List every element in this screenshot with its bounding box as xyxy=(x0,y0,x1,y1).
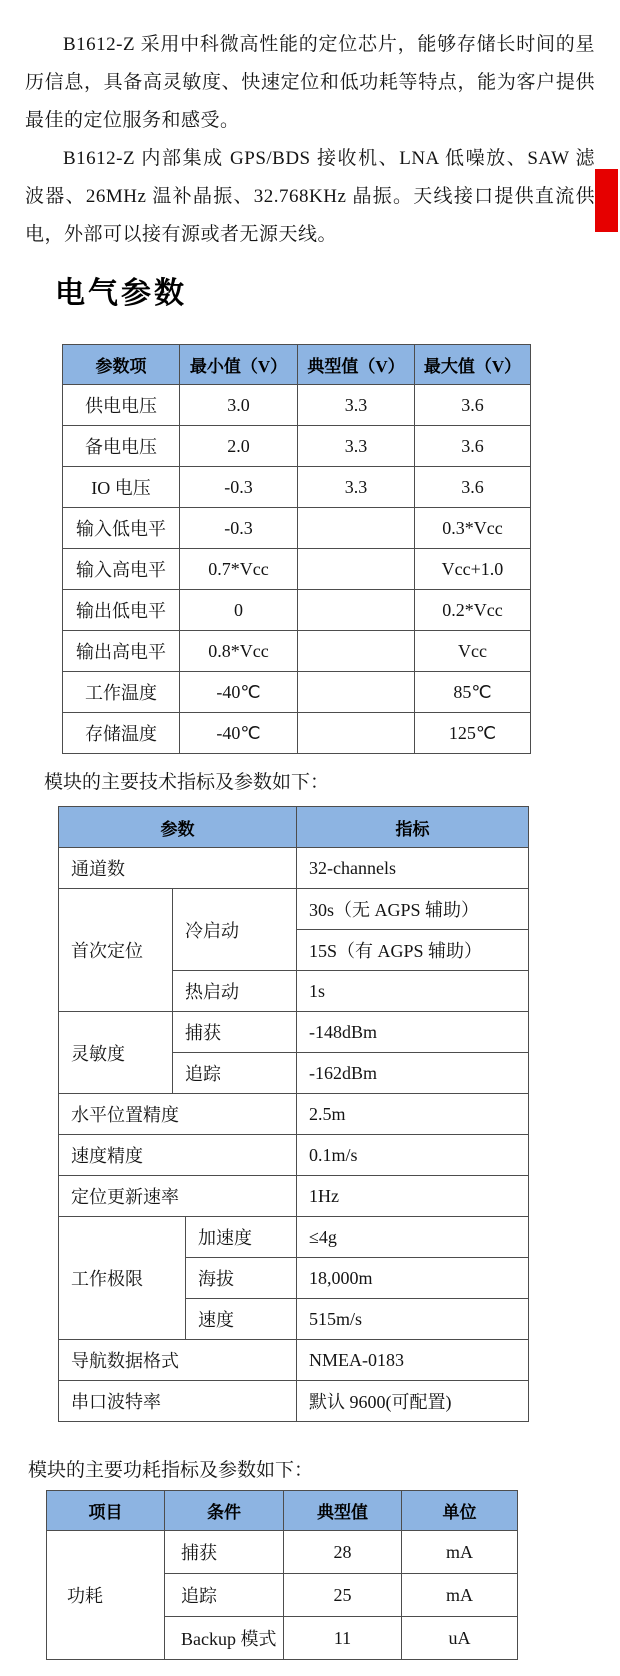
col-header-typical: 典型值 xyxy=(284,1491,402,1531)
intro-section xyxy=(0,0,620,254)
typ-value-cell xyxy=(298,631,415,672)
spec-label-baud-rate: 串口波特率 xyxy=(59,1381,297,1422)
max-value-cell: 85℃ xyxy=(415,672,531,713)
param-name-cell: 输入低电平 xyxy=(63,508,180,549)
spec-label-channels: 通道数 xyxy=(59,848,297,889)
spec-value-hot: 1s xyxy=(297,971,529,1012)
col-header-unit: 单位 xyxy=(402,1491,518,1531)
section-heading-electrical: 电气参数 xyxy=(55,277,187,310)
power-unit-cell: mA xyxy=(402,1574,518,1617)
power-table xyxy=(46,1490,518,1660)
param-name-cell: 备电电压 xyxy=(63,426,180,467)
spec-label-acquisition: 捕获 xyxy=(173,1012,297,1053)
typ-value-cell xyxy=(298,590,415,631)
table-row xyxy=(59,1176,529,1217)
spec-value-channels: 32-channels xyxy=(297,848,529,889)
spec-label-ttff: 首次定位 xyxy=(59,889,173,1012)
min-value-cell: 0 xyxy=(180,590,298,631)
min-value-cell: 3.0 xyxy=(180,385,298,426)
col-header-condition: 条件 xyxy=(165,1491,284,1531)
table-row xyxy=(59,1012,529,1053)
col-header-parameter: 参数 xyxy=(59,807,297,848)
table-row xyxy=(59,848,529,889)
spec-label-cold-start: 冷启动 xyxy=(173,889,297,971)
power-unit-cell: mA xyxy=(402,1531,518,1574)
power-condition-cell: 追踪 xyxy=(165,1574,284,1617)
spec-label-tracking: 追踪 xyxy=(173,1053,297,1094)
param-name-cell: 输入高电平 xyxy=(63,549,180,590)
table-row xyxy=(63,426,531,467)
table-row xyxy=(59,1340,529,1381)
electrical-header-row xyxy=(63,345,531,385)
spec-value-horizontal-accuracy: 2.5m xyxy=(297,1094,529,1135)
spec-label-operational-limits: 工作极限 xyxy=(59,1217,186,1340)
spec-label-update-rate: 定位更新速率 xyxy=(59,1176,297,1217)
typ-value-cell: 3.3 xyxy=(298,385,415,426)
electrical-parameters-table xyxy=(62,344,531,754)
spec-label-sensitivity: 灵敏度 xyxy=(59,1012,173,1094)
min-value-cell: 0.8*Vcc xyxy=(180,631,298,672)
spec-label-altitude: 海拔 xyxy=(186,1258,297,1299)
power-typical-cell: 25 xyxy=(284,1574,402,1617)
param-name-cell: 工作温度 xyxy=(63,672,180,713)
spec-value-velocity-accuracy: 0.1m/s xyxy=(297,1135,529,1176)
spec-value-speed: 515m/s xyxy=(297,1299,529,1340)
min-value-cell: -40℃ xyxy=(180,672,298,713)
min-value-cell: -0.3 xyxy=(180,467,298,508)
spec-value-baud-rate: 默认 9600(可配置) xyxy=(297,1381,529,1422)
spec-label-hot-start: 热启动 xyxy=(173,971,297,1012)
spec-label-horizontal-accuracy: 水平位置精度 xyxy=(59,1094,297,1135)
power-spec-caption: 模块的主要功耗指标及参数如下： xyxy=(28,1460,314,1481)
table-row xyxy=(47,1531,518,1574)
param-name-cell: 存储温度 xyxy=(63,713,180,754)
table-row xyxy=(59,889,529,930)
max-value-cell: 0.3*Vcc xyxy=(415,508,531,549)
min-value-cell: -40℃ xyxy=(180,713,298,754)
power-group-label: 功耗 xyxy=(47,1531,165,1660)
spec-value-altitude: 18,000m xyxy=(297,1258,529,1299)
max-value-cell: Vcc+1.0 xyxy=(415,549,531,590)
typ-value-cell: 3.3 xyxy=(298,426,415,467)
table-row xyxy=(59,1135,529,1176)
spec-label-nmea: 导航数据格式 xyxy=(59,1340,297,1381)
param-name-cell: IO 电压 xyxy=(63,467,180,508)
spec-value-acquisition: -148dBm xyxy=(297,1012,529,1053)
red-stamp-mark xyxy=(595,169,618,232)
power-condition-cell: 捕获 xyxy=(165,1531,284,1574)
spec-label-velocity-accuracy: 速度精度 xyxy=(59,1135,297,1176)
spec-value-cold-1: 30s（无 AGPS 辅助） xyxy=(297,889,529,930)
power-typical-cell: 11 xyxy=(284,1617,402,1660)
typ-value-cell xyxy=(298,713,415,754)
max-value-cell: 0.2*Vcc xyxy=(415,590,531,631)
table-row xyxy=(59,1217,529,1258)
table-row xyxy=(63,508,531,549)
table-row xyxy=(59,1094,529,1135)
col-header-min: 最小值（V） xyxy=(180,345,298,385)
table-row xyxy=(63,590,531,631)
max-value-cell: 3.6 xyxy=(415,426,531,467)
table-row xyxy=(63,385,531,426)
spec-value-nmea: NMEA-0183 xyxy=(297,1340,529,1381)
table-row xyxy=(63,549,531,590)
power-unit-cell: uA xyxy=(402,1617,518,1660)
power-header-row xyxy=(47,1491,518,1531)
param-name-cell: 输出高电平 xyxy=(63,631,180,672)
table-row xyxy=(63,631,531,672)
min-value-cell: 2.0 xyxy=(180,426,298,467)
typ-value-cell xyxy=(298,508,415,549)
col-header-param: 参数项 xyxy=(63,345,180,385)
table-row xyxy=(59,1381,529,1422)
spec-header-row xyxy=(59,807,529,848)
param-name-cell: 供电电压 xyxy=(63,385,180,426)
power-typical-cell: 28 xyxy=(284,1531,402,1574)
typ-value-cell: 3.3 xyxy=(298,467,415,508)
col-header-spec: 指标 xyxy=(297,807,529,848)
col-header-max: 最大值（V） xyxy=(415,345,531,385)
spec-value-update-rate: 1Hz xyxy=(297,1176,529,1217)
spec-label-speed: 速度 xyxy=(186,1299,297,1340)
table-row xyxy=(63,713,531,754)
table-row xyxy=(63,672,531,713)
max-value-cell: 3.6 xyxy=(415,467,531,508)
spec-table xyxy=(58,806,529,1422)
max-value-cell: Vcc xyxy=(415,631,531,672)
table-row xyxy=(63,467,531,508)
col-header-typ: 典型值（V） xyxy=(298,345,415,385)
max-value-cell: 125℃ xyxy=(415,713,531,754)
spec-label-acceleration: 加速度 xyxy=(186,1217,297,1258)
min-value-cell: 0.7*Vcc xyxy=(180,549,298,590)
intro-paragraph-1: B1612-Z 采用中科微高性能的定位芯片，能够存储长时间的星历信息，具备高灵敏度、快速定位和低功耗等特点，能为客户提供最佳的定位服务和感受。 xyxy=(25,34,595,131)
typ-value-cell xyxy=(298,672,415,713)
tech-spec-caption: 模块的主要技术指标及参数如下： xyxy=(44,772,330,793)
col-header-item: 项目 xyxy=(47,1491,165,1531)
power-condition-cell: Backup 模式 xyxy=(165,1617,284,1660)
spec-value-cold-2: 15S（有 AGPS 辅助） xyxy=(297,930,529,971)
intro-paragraph-2: B1612-Z 内部集成 GPS/BDS 接收机、LNA 低噪放、SAW 滤波器、26MHz 温补晶振、32.768KHz 晶振。天线接口提供直流供电，外部可以接有源或者无源天线。 xyxy=(25,148,595,245)
spec-value-tracking: -162dBm xyxy=(297,1053,529,1094)
typ-value-cell xyxy=(298,549,415,590)
spec-value-acceleration: ≤4g xyxy=(297,1217,529,1258)
param-name-cell: 输出低电平 xyxy=(63,590,180,631)
max-value-cell: 3.6 xyxy=(415,385,531,426)
min-value-cell: -0.3 xyxy=(180,508,298,549)
